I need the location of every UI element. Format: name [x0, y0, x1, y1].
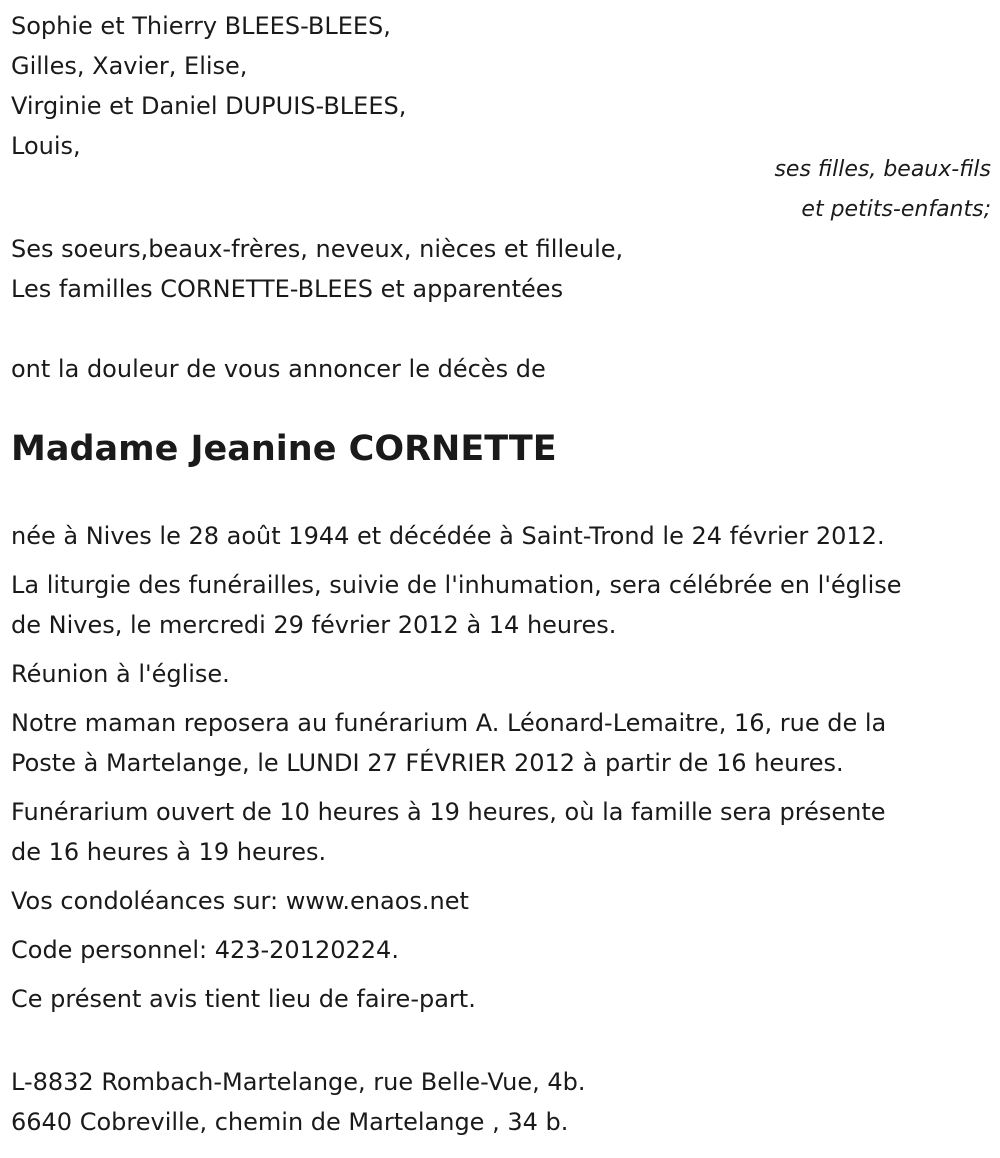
family-list — [11, 6, 406, 166]
family-line-3: Virginie et Daniel DUPUIS-BLEES, — [11, 92, 407, 120]
extended-family — [11, 229, 623, 309]
notice-text: Ce présent avis tient lieu de faire-part. — [11, 985, 476, 1013]
meeting-text: Réunion à l'église. — [11, 660, 230, 688]
liturgy-line-2: de Nives, le mercredi 29 février 2012 à 14 heures. — [11, 611, 617, 639]
code-text: Code personnel: 423-20120224. — [11, 936, 399, 964]
funerarium-text — [11, 703, 991, 783]
announcement-text: ont la douleur de vous annoncer le décès de — [11, 355, 546, 383]
address-line-1: L-8832 Rombach-Martelange, rue Belle-Vue, 4b. — [11, 1068, 586, 1096]
birth-death-text: née à Nives le 28 août 1944 et décédée à Saint-Trond le 24 février 2012. — [11, 522, 885, 550]
relation-line-1: ses filles, beaux-fils — [774, 157, 991, 182]
extended-line-2: Les familles CORNETTE-BLEES et apparentées — [11, 275, 564, 303]
liturgy-text — [11, 565, 991, 645]
hours-line-1: Funérarium ouvert de 10 heures à 19 heures, où la famille sera présente — [11, 798, 886, 826]
family-relation — [774, 150, 991, 230]
details-section — [11, 516, 991, 1028]
funerarium-line-2: Poste à Martelange, le LUNDI 27 FÉVRIER 2012 à partir de 16 heures. — [11, 749, 844, 777]
hours-line-2: de 16 heures à 19 heures. — [11, 838, 327, 866]
address-line-2: 6640 Cobreville, chemin de Martelange , 34 b. — [11, 1108, 569, 1136]
deceased-name: Madame Jeanine CORNETTE — [11, 429, 557, 469]
addresses — [11, 1062, 586, 1142]
extended-line-1: Ses soeurs,beaux-frères, neveux, nièces et filleule, — [11, 235, 624, 263]
family-line-1: Sophie et Thierry BLEES-BLEES, — [11, 12, 391, 40]
family-line-4: Louis, — [11, 132, 81, 160]
liturgy-line-1: La liturgie des funérailles, suivie de l'inhumation, sera célébrée en l'église — [11, 571, 902, 599]
condolences-text: Vos condoléances sur: www.enaos.net — [11, 887, 469, 915]
family-line-2: Gilles, Xavier, Elise, — [11, 52, 248, 80]
hours-text — [11, 792, 991, 872]
relation-line-2: et petits-enfants; — [801, 197, 991, 222]
funerarium-line-1: Notre maman reposera au funérarium A. Léonard-Lemaitre, 16, rue de la — [11, 709, 887, 737]
